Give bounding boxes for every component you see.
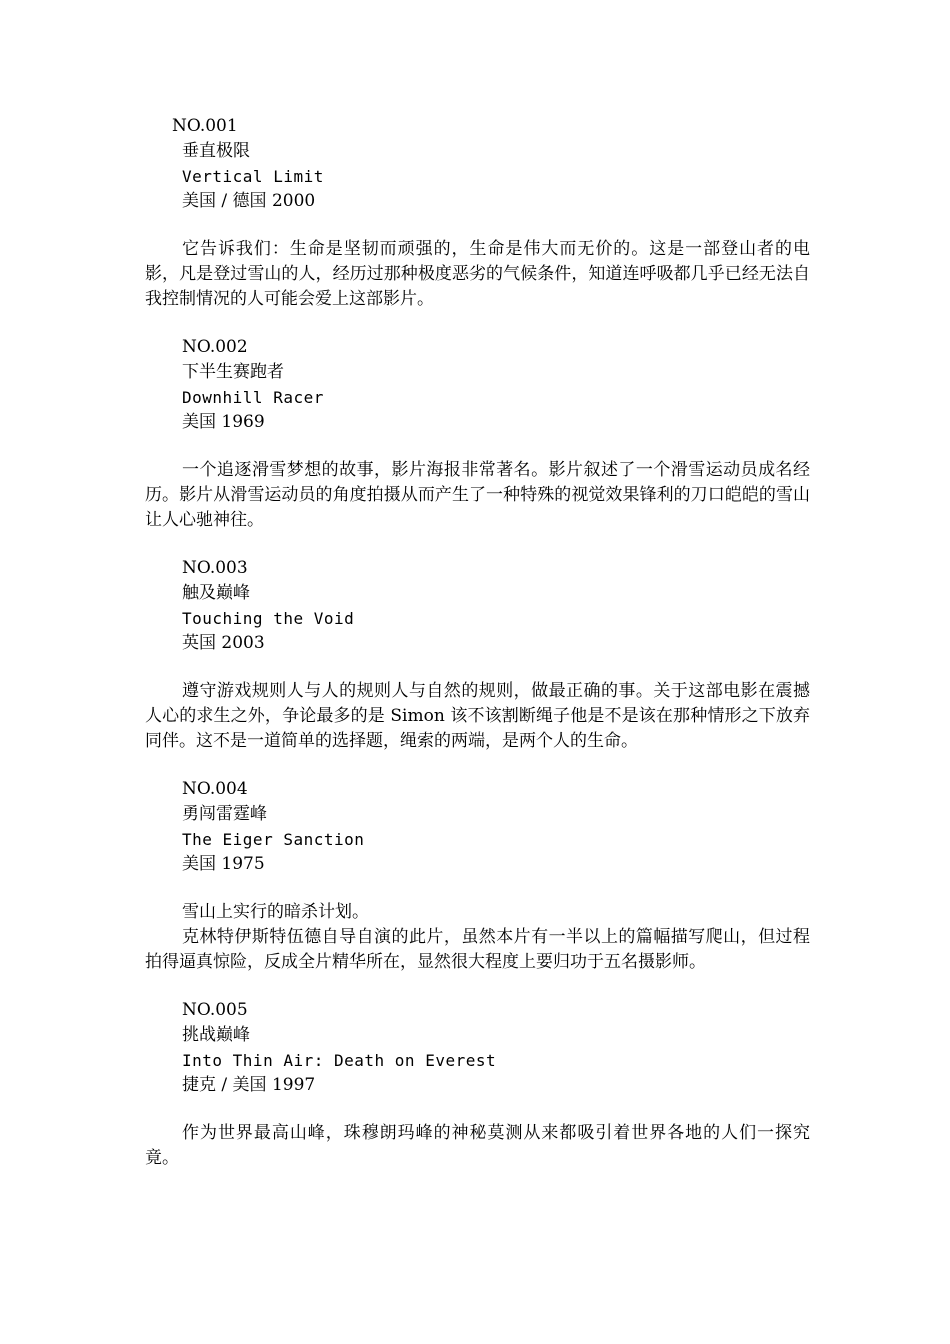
entry-country-year: 美国 1969 (182, 412, 265, 432)
document-page (145, 114, 810, 1171)
entry-title-en: Into Thin Air: Death on Everest (182, 1051, 497, 1070)
entry-title-en: The Eiger Sanction (182, 830, 365, 849)
entry-description: 克林特伊斯特伍德自导自演的此片，虽然本片有一半以上的篇幅描写爬山，但过程拍得逼真惊险，反成全片精华所在，显然很大程度上要归功于五名摄影师。 (145, 927, 810, 972)
entry-description: 它告诉我们：生命是坚韧而顽强的，生命是伟大而无价的。这是一部登山者的电影，凡是登过雪山的人，经历过那种极度恶劣的气候条件，知道连呼吸都几乎已经无法自我控制情况的人可能会爱上这部影片。 (145, 239, 810, 309)
film-entry-2 (145, 335, 810, 533)
entry-number: NO.002 (182, 337, 248, 357)
entry-title-cn: 勇闯雷霆峰 (182, 804, 267, 824)
entry-description: 遵守游戏规则人与人的规则人与自然的规则，做最正确的事。关于这部电影在震撼人心的求生之外，争论最多的是 Simon 该不该割断绳子他是不是该在那种情形之下放弃同伴。这不是一道简单的选择题，绳索的两端，是两个人的生命。 (145, 681, 810, 751)
entry-number: NO.001 (172, 116, 238, 136)
entry-country-year: 捷克 / 美国 1997 (182, 1075, 316, 1095)
entry-description: 雪山上实行的暗杀计划。 (182, 902, 369, 922)
entry-number: NO.003 (182, 558, 248, 578)
entry-title-cn: 垂直极限 (182, 141, 250, 161)
entry-title-cn: 挑战巅峰 (182, 1025, 250, 1045)
entry-title-en: Touching the Void (182, 609, 355, 628)
entry-number: NO.005 (182, 1000, 248, 1020)
entry-country-year: 美国 1975 (182, 854, 265, 874)
film-entry-5 (145, 998, 810, 1171)
film-entry-4 (145, 777, 810, 975)
entry-title-cn: 下半生赛跑者 (182, 362, 284, 382)
film-entry-1 (145, 114, 810, 312)
entry-title-cn: 触及巅峰 (182, 583, 250, 603)
entry-number: NO.004 (182, 779, 248, 799)
entry-description: 作为世界最高山峰，珠穆朗玛峰的神秘莫测从来都吸引着世界各地的人们一探究竟。 (145, 1123, 810, 1168)
film-entry-3 (145, 556, 810, 754)
entry-country-year: 英国 2003 (182, 633, 265, 653)
entry-description: 一个追逐滑雪梦想的故事，影片海报非常著名。影片叙述了一个滑雪运动员成名经历。影片从滑雪运动员的角度拍摄从而产生了一种特殊的视觉效果锋利的刀口皑皑的雪山让人心驰神往。 (145, 460, 810, 530)
entry-country-year: 美国 / 德国 2000 (182, 191, 316, 211)
entry-title-en: Downhill Racer (182, 388, 324, 407)
entry-title-en: Vertical Limit (182, 167, 324, 186)
